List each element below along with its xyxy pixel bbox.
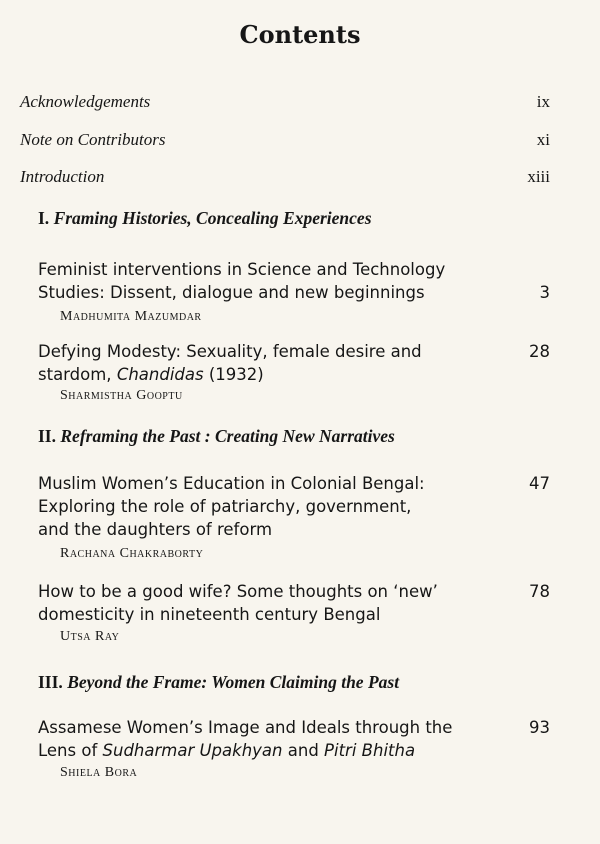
toc-page-number: ix	[536, 92, 550, 111]
toc-page-number: 93	[529, 718, 550, 737]
work-title: Pitri Bhitha	[324, 741, 416, 760]
entry-title-line: Studies: Dissent, dialogue and new beginnings	[38, 283, 425, 302]
entry-author: Sharmistha Gooptu	[60, 388, 183, 403]
toc-label: Introduction	[20, 167, 105, 186]
toc-entry-3	[38, 472, 550, 541]
toc-page-number: 78	[529, 582, 550, 601]
toc-front-contributors	[20, 130, 550, 150]
toc-entry-1	[38, 258, 550, 304]
toc-label: Acknowledgements	[20, 92, 151, 111]
section-title: Reframing the Past : Creating New Narratives	[60, 426, 395, 446]
toc-entry-5	[38, 716, 550, 762]
section-title: Beyond the Frame: Women Claiming the Past	[67, 672, 400, 692]
entry-title-text: and	[282, 741, 325, 760]
entry-title-line	[38, 363, 550, 386]
entry-title-line: Muslim Women’s Education in Colonial Bengal:	[38, 474, 425, 493]
section-title: Framing Histories, Concealing Experiences	[53, 208, 372, 228]
entry-title-line: Exploring the role of patriarchy, government,	[38, 497, 412, 516]
entry-title-text: (1932)	[203, 365, 264, 384]
section-heading-3	[38, 672, 578, 693]
entry-title-line	[38, 739, 550, 762]
entry-title-line: Feminist interventions in Science and Technology	[38, 260, 446, 279]
entry-title-line: and the daughters of reform	[38, 520, 273, 539]
entry-title-text: Lens of	[38, 741, 103, 760]
toc-page-number: 47	[529, 474, 550, 493]
section-heading-2	[38, 426, 578, 447]
toc-page-number: 28	[529, 342, 550, 361]
toc-page-number: xiii	[527, 167, 550, 186]
entry-author: Utsa Ray	[60, 629, 120, 644]
entry-author: Rachana Chakraborty	[60, 546, 204, 561]
entry-author: Shiela Bora	[60, 765, 138, 780]
entry-author: Madhumita Mazumdar	[60, 309, 202, 324]
work-title: Sudharmar Upakhyan	[102, 741, 283, 760]
entry-title-line: Defying Modesty: Sexuality, female desire and	[38, 342, 422, 361]
toc-page-number: xi	[536, 130, 550, 149]
page-title: Contents	[239, 20, 361, 49]
entry-title-text: stardom,	[38, 365, 117, 384]
section-numeral: I.	[38, 208, 50, 228]
toc-front-acknowledgements	[20, 92, 550, 112]
toc-entry-4	[38, 580, 550, 626]
entry-title-line: How to be a good wife? Some thoughts on ‘new’	[38, 582, 438, 601]
section-heading-1	[38, 208, 578, 229]
toc-label: Note on Contributors	[20, 130, 166, 149]
toc-page-number: 3	[539, 283, 550, 302]
film-title: Chandidas	[116, 365, 204, 384]
toc-front-introduction	[20, 167, 550, 187]
toc-entry-2	[38, 340, 550, 386]
entry-title-line: Assamese Women’s Image and Ideals through the	[38, 718, 453, 737]
entry-title-line: domesticity in nineteenth century Bengal	[38, 605, 381, 624]
section-numeral: III.	[38, 672, 63, 692]
section-numeral: II.	[38, 426, 56, 446]
